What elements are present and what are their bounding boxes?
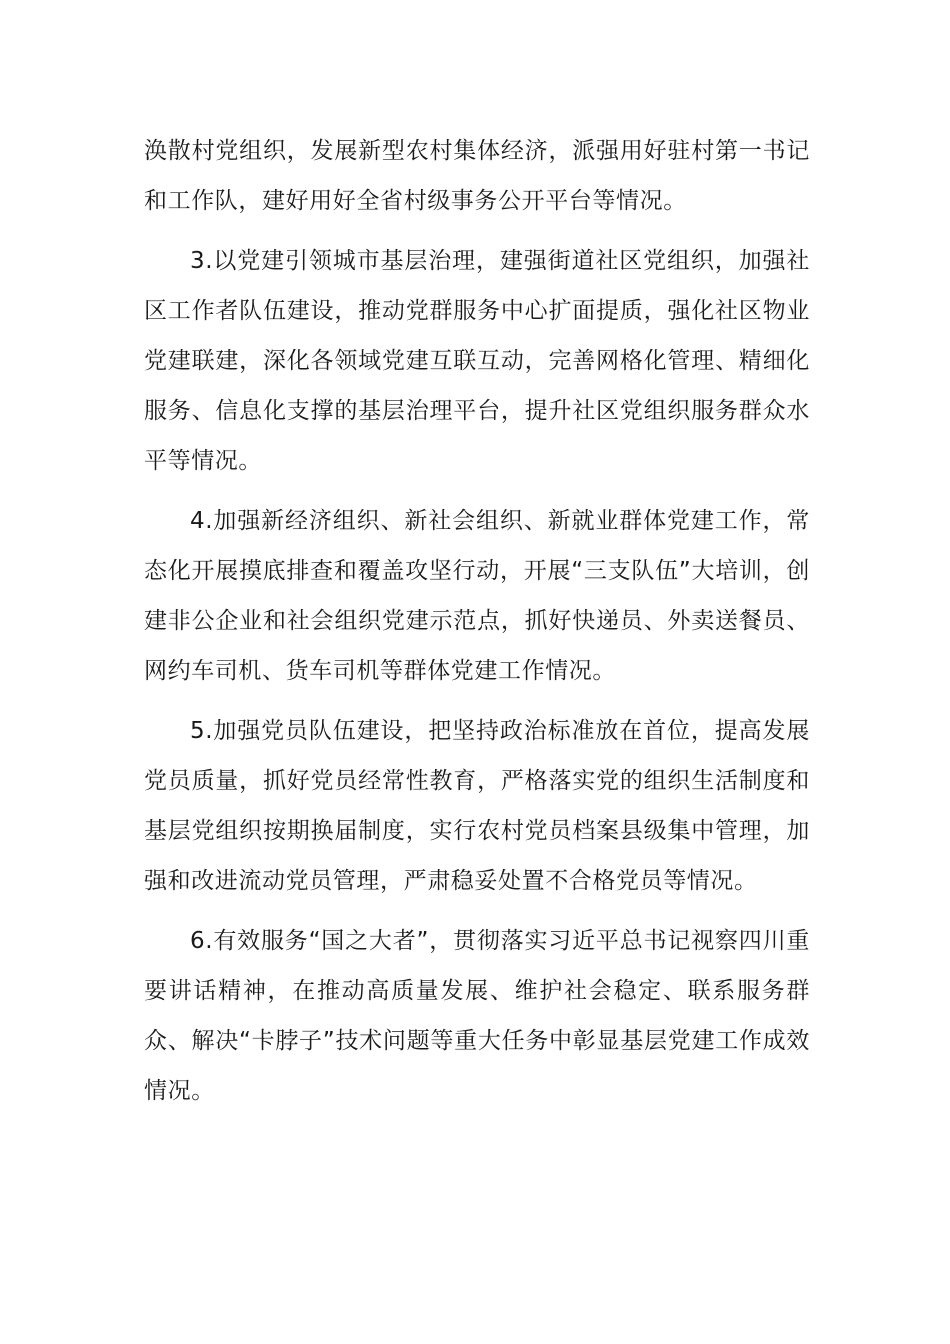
paragraph-continuation: 涣散村党组织，发展新型农村集体经济，派强用好驻村第一书记和工作队，建好用好全省村级事务公开平台等情况。 bbox=[144, 138, 810, 214]
document-body bbox=[144, 126, 810, 1126]
paragraph-item-6: 6.有效服务“国之大者”，贯彻落实习近平总书记视察四川重要讲话精神，在推动高质量发展、维护社会稳定、联系服务群众、解决“卡脖子”技术问题等重大任务中彰显基层党建工作成效情况。 bbox=[144, 928, 810, 1104]
paragraph-item-4: 4.加强新经济组织、新社会组织、新就业群体党建工作，常态化开展摸底排查和覆盖攻坚行动，开展“三支队伍”大培训，创建非公企业和社会组织党建示范点，抓好快递员、外卖送餐员、网约车司机、货车司机等群体党建工作情况。 bbox=[144, 508, 810, 684]
paragraph-item-3: 3.以党建引领城市基层治理，建强街道社区党组织，加强社区工作者队伍建设，推动党群服务中心扩面提质，强化社区物业党建联建，深化各领域党建互联互动，完善网格化管理、精细化服务、信息化支撑的基层治理平台，提升社区党组织服务群众水平等情况。 bbox=[144, 248, 810, 474]
paragraph-item-5: 5.加强党员队伍建设，把坚持政治标准放在首位，提高发展党员质量，抓好党员经常性教育，严格落实党的组织生活制度和基层党组织按期换届制度，实行农村党员档案县级集中管理，加强和改进流动党员管理，严肃稳妥处置不合格党员等情况。 bbox=[144, 718, 810, 894]
